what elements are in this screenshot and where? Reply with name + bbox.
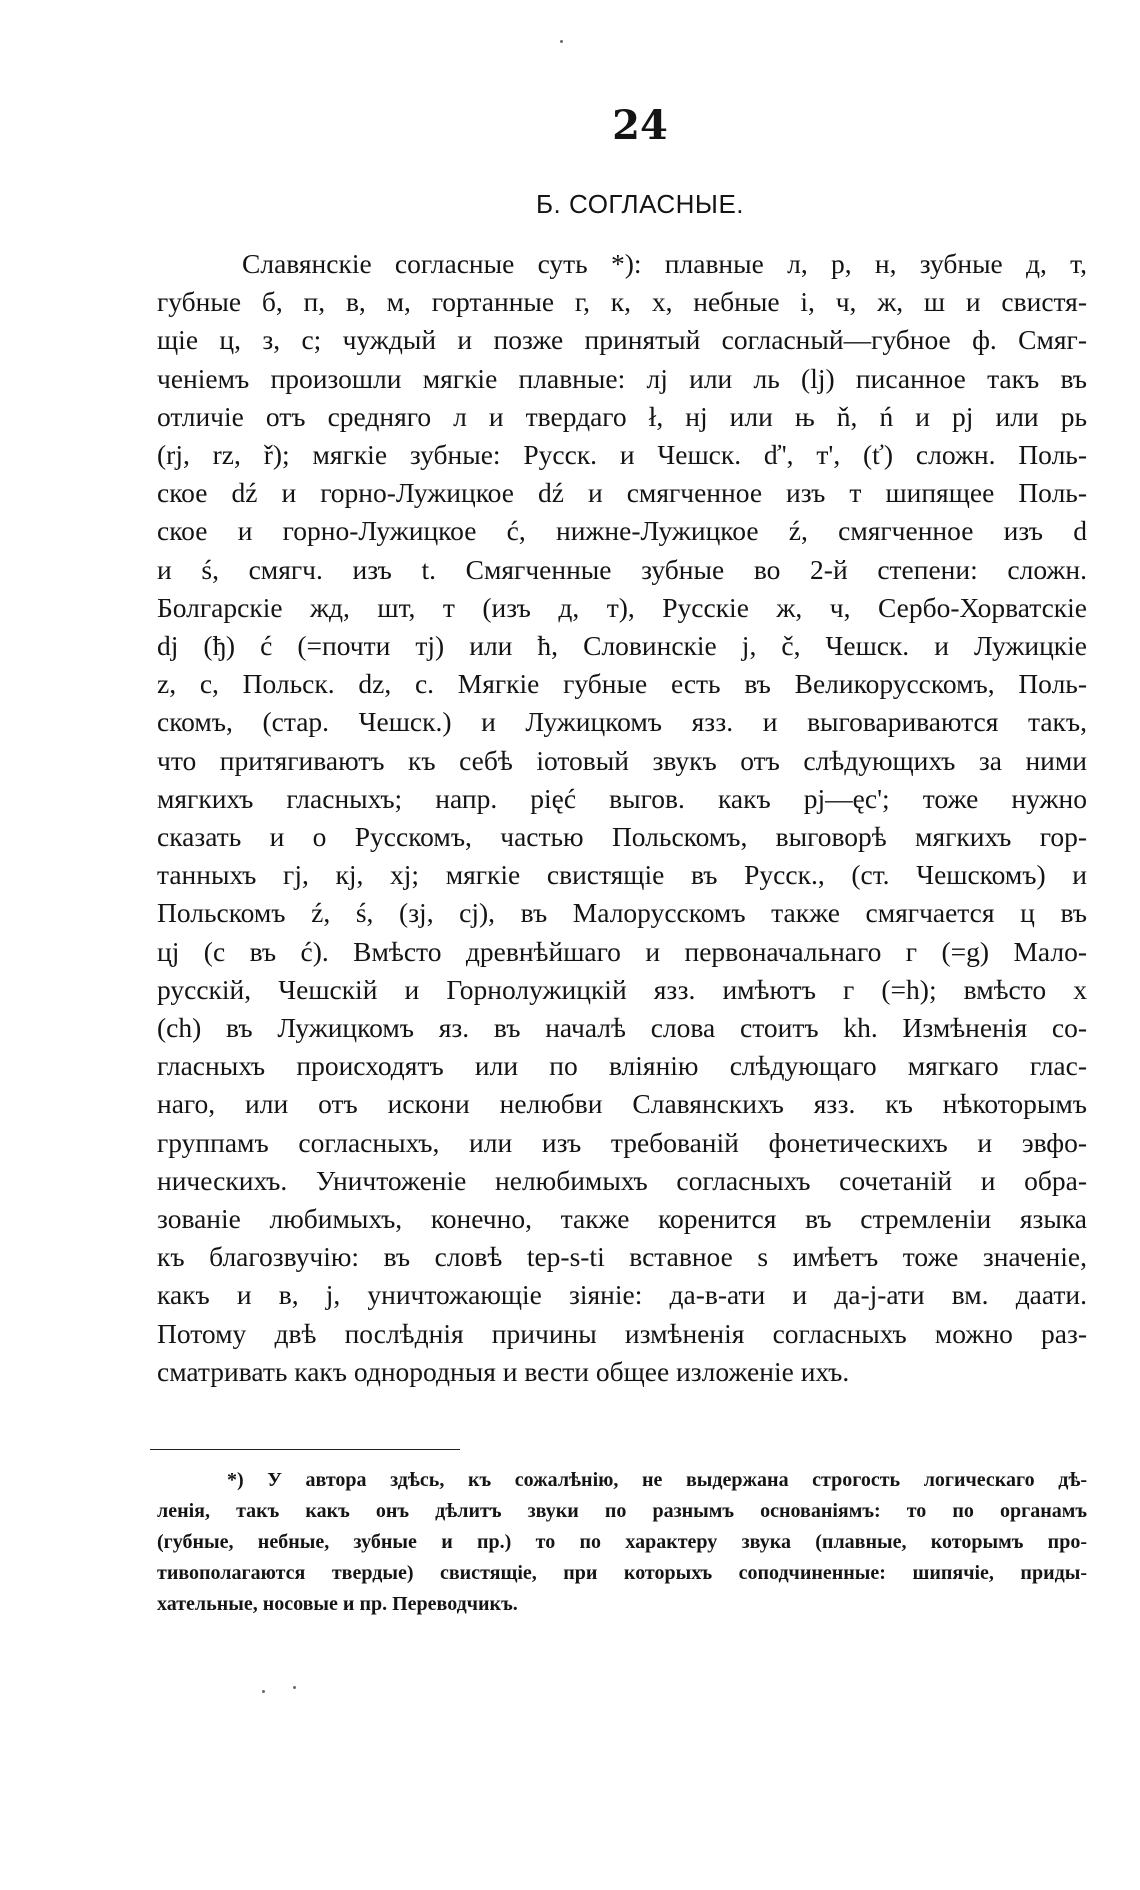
body-line: мягкихъ гласныхъ; напр. ріęć выгов. какъ рј—ęс'; тоже нужно <box>157 782 1087 814</box>
body-line: Болгарскіе жд, шт, т (изъ д, т), Русскіе ж, ч, Сербо-Хорватскіе <box>157 591 1087 623</box>
ink-speck-bottom-right <box>293 1686 296 1689</box>
body-line: гласныхъ происходятъ или по вліянію слѣдующаго мягкаго глас- <box>157 1050 1087 1082</box>
body-line: Польскомъ ź, ś, (зј, сј), въ Малорусскомъ также смягчается ц въ <box>157 897 1087 929</box>
body-line: къ благозвучію: въ словѣ tep-s-ti вставное s имѣетъ тоже значеніе, <box>157 1241 1087 1273</box>
body-line: (rj, rz, ř); мягкіе зубные: Русск. и Чешск. ď', т', (ť) сложн. Поль- <box>157 439 1087 471</box>
body-line: Потому двѣ послѣднія причины измѣненія согласныхъ можно раз- <box>157 1317 1087 1349</box>
body-line: dj (ђ) ć (=почти тј) или ћ, Словинскіе j, č, Чешск. и Лужицкіе <box>157 630 1087 662</box>
body-line: губные б, п, в, м, гортанные г, к, х, небные і, ч, ж, ш и свистя- <box>157 286 1087 318</box>
body-line: сказать и о Русскомъ, частью Польскомъ, выговорѣ мягкихъ гор- <box>157 821 1087 853</box>
body-line: ническихъ. Уничтоженіе нелюбимыхъ согласныхъ сочетаній и обра- <box>157 1164 1087 1196</box>
body-line: отличіе отъ средняго л и твердаго ł, нј или њ ň, ń и рј или рь <box>157 400 1087 432</box>
footnote <box>157 1465 1087 1620</box>
body-line: и ś, смягч. изъ t. Смягченные зубные во 2-й степени: сложн. <box>157 553 1087 585</box>
body-line: какъ и в, j, уничтожающіе зіяніе: да-в-ати и да-j-ати вм. даати. <box>157 1279 1087 1311</box>
body-line: (ch) въ Лужицкомъ яз. въ началѣ слова стоитъ kh. Измѣненія со- <box>157 1012 1087 1044</box>
body-line: цј (с въ ć). Вмѣсто древнѣйшаго и первоначальнаго г (=g) Мало- <box>157 935 1087 967</box>
body-line: скомъ, (стар. Чешск.) и Лужицкомъ язз. и выговариваются такъ, <box>157 706 1087 738</box>
body-line: Славянскіе согласные суть *): плавные л, р, н, зубные д, т, <box>242 248 1087 279</box>
body-line: зованіе любимыхъ, конечно, также коренится въ стремленіи языка <box>157 1203 1087 1235</box>
footnote-line: хательные, носовые и пр. Переводчикъ. <box>157 1593 518 1615</box>
body-line: щіе ц, з, с; чуждый и позже принятый согласный—губное ф. Смяг- <box>157 324 1087 356</box>
body-line: ское dź и горно-Лужицкое dź и смягченное изъ т шипящее Поль- <box>157 477 1087 509</box>
footnote-line: *) У автора здѣсь, къ сожалѣнію, не выдержана строгость логическаго дѣ- <box>227 1469 1087 1491</box>
body-line: что притягиваютъ къ себѣ іотовый звукъ отъ слѣдующихъ за ними <box>157 744 1087 776</box>
page-number: 24 <box>612 102 668 149</box>
body-line: танныхъ гј, кј, хј; мягкіе свистящіе въ Русск., (ст. Чешскомъ) и <box>157 859 1087 891</box>
footnote-line: (губные, небные, зубные и пр.) то по характеру звука (плавные, которымъ про- <box>157 1531 1087 1553</box>
ink-speck-bottom-left <box>262 1690 265 1693</box>
footnote-divider <box>150 1449 460 1450</box>
body-line: наго, или отъ искони нелюбви Славянскихъ язз. къ нѣкоторымъ <box>157 1088 1087 1120</box>
body-line: сматривать какъ однородныя и вести общее изложеніе ихъ. <box>157 1355 850 1387</box>
footnote-line: ленія, такъ какъ онъ дѣлитъ звуки по разнымъ основаніямъ: то по органамъ <box>157 1500 1087 1522</box>
body-line: z, c, Польск. dz, c. Мягкіе губные есть въ Великорусскомъ, Поль- <box>157 668 1087 700</box>
footnote-line: тивополагаются твердые) свистящіе, при которыхъ соподчиненные: шипячіе, приды- <box>157 1562 1087 1584</box>
ink-speck-top <box>560 40 563 43</box>
body-line: ское и горно-Лужицкое ć, нижне-Лужицкое ź, смягченное изъ d <box>157 515 1087 547</box>
body-line: ченіемъ произошли мягкіе плавные: лј или ль (lj) писанное такъ въ <box>157 362 1087 394</box>
body-paragraph <box>157 245 1087 1391</box>
body-line: группамъ согласныхъ, или изъ требованій фонетическихъ и эвфо- <box>157 1126 1087 1158</box>
body-line: русскій, Чешскій и Горнолужицкій язз. имѣютъ г (=h); вмѣсто х <box>157 973 1087 1005</box>
section-heading: Б. СОГЛАСНЫЕ. <box>535 189 745 219</box>
